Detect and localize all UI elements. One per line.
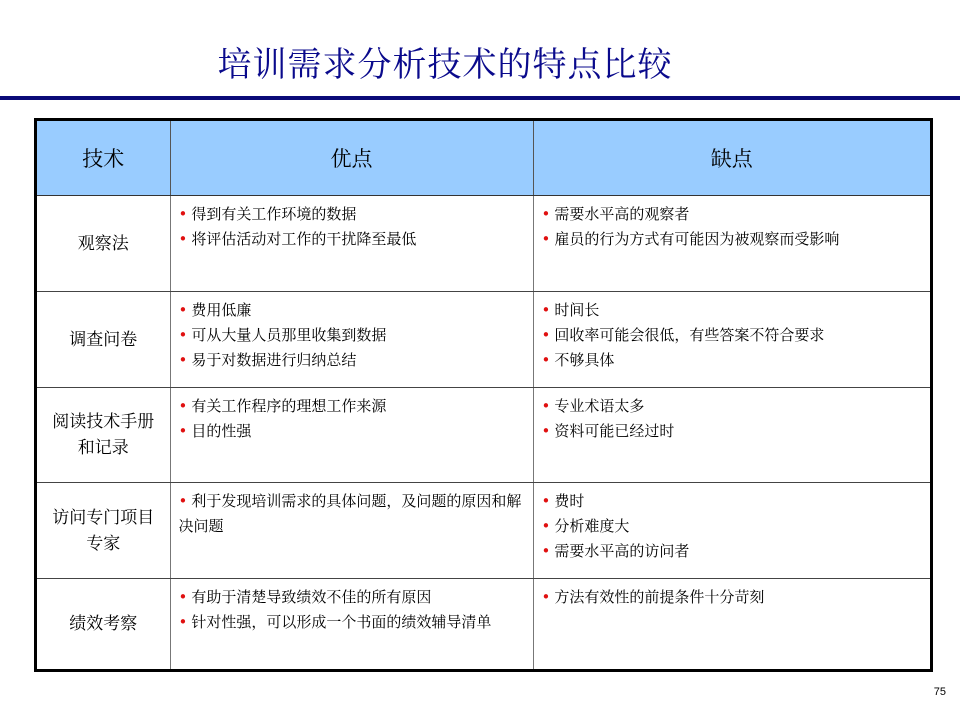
bullet-dot-icon: • [178,397,188,415]
bullet-dot-icon: • [541,422,551,440]
technique-cell: 阅读技术手册和记录 [37,388,170,483]
con-item: • 回收率可能会很低，有些答案不符合要求 [541,326,825,344]
page-number: 75 [933,686,946,698]
cons-cell [533,388,930,483]
table-row [37,292,930,388]
bullet-dot-icon: • [178,205,188,223]
bullet-dot-icon: • [178,301,188,319]
bullet-dot-icon: • [541,492,551,510]
comparison-table [34,118,933,672]
cons-cell [533,579,930,670]
pro-item: • 将评估活动对工作的干扰降至最低 [178,230,417,248]
pro-item: • 利于发现培训需求的具体问题，及问题的原因和解决问题 [178,492,522,535]
table-header-row [37,121,930,196]
con-item: • 不够具体 [541,351,615,369]
pros-cell [170,579,533,670]
technique-cell: 观察法 [37,196,170,292]
bullet-dot-icon: • [178,588,188,606]
table-row [37,483,930,579]
con-item: • 方法有效性的前提条件十分苛刻 [541,588,765,606]
cons-cell [533,196,930,292]
con-item: • 分析难度大 [541,517,630,535]
bullet-dot-icon: • [541,517,551,535]
con-item: • 需要水平高的观察者 [541,205,690,223]
bullet-dot-icon: • [541,230,551,248]
cons-cell [533,483,930,579]
title-underline-divider [0,96,960,100]
slide-title: 培训需求分析技术的特点比较 [217,45,673,85]
header-pros: 优点 [170,121,533,196]
bullet-dot-icon: • [541,326,551,344]
bullet-dot-icon: • [541,351,551,369]
bullet-dot-icon: • [541,542,551,560]
table-row [37,388,930,483]
bullet-dot-icon: • [178,492,188,510]
header-technique: 技术 [37,121,170,196]
technique-cell: 访问专门项目专家 [37,483,170,579]
con-item: • 资料可能已经过时 [541,422,675,440]
table-row [37,196,930,292]
pro-item: • 费用低廉 [178,301,252,319]
pro-item: • 针对性强，可以形成一个书面的绩效辅导清单 [178,613,492,631]
pros-cell [170,483,533,579]
bullet-dot-icon: • [178,230,188,248]
cons-cell [533,292,930,388]
bullet-dot-icon: • [541,588,551,606]
header-cons: 缺点 [533,121,930,196]
pro-item: • 目的性强 [178,422,252,440]
pros-cell [170,388,533,483]
bullet-dot-icon: • [178,422,188,440]
bullet-dot-icon: • [178,326,188,344]
con-item: • 时间长 [541,301,600,319]
bullet-dot-icon: • [178,613,188,631]
bullet-dot-icon: • [541,301,551,319]
pro-item: • 易于对数据进行归纳总结 [178,351,357,369]
technique-cell: 调查问卷 [37,292,170,388]
con-item: • 需要水平高的访问者 [541,542,690,560]
bullet-dot-icon: • [541,205,551,223]
pro-item: • 有助于清楚导致绩效不佳的所有原因 [178,588,432,606]
pro-item: • 有关工作程序的理想工作来源 [178,397,387,415]
con-item: • 费时 [541,492,585,510]
bullet-dot-icon: • [178,351,188,369]
con-item: • 雇员的行为方式有可能因为被观察而受影响 [541,230,840,248]
con-item: • 专业术语太多 [541,397,645,415]
pro-item: • 得到有关工作环境的数据 [178,205,357,223]
pros-cell [170,292,533,388]
bullet-dot-icon: • [541,397,551,415]
pros-cell [170,196,533,292]
technique-cell: 绩效考察 [37,579,170,670]
pro-item: • 可从大量人员那里收集到数据 [178,326,387,344]
table-row [37,579,930,670]
